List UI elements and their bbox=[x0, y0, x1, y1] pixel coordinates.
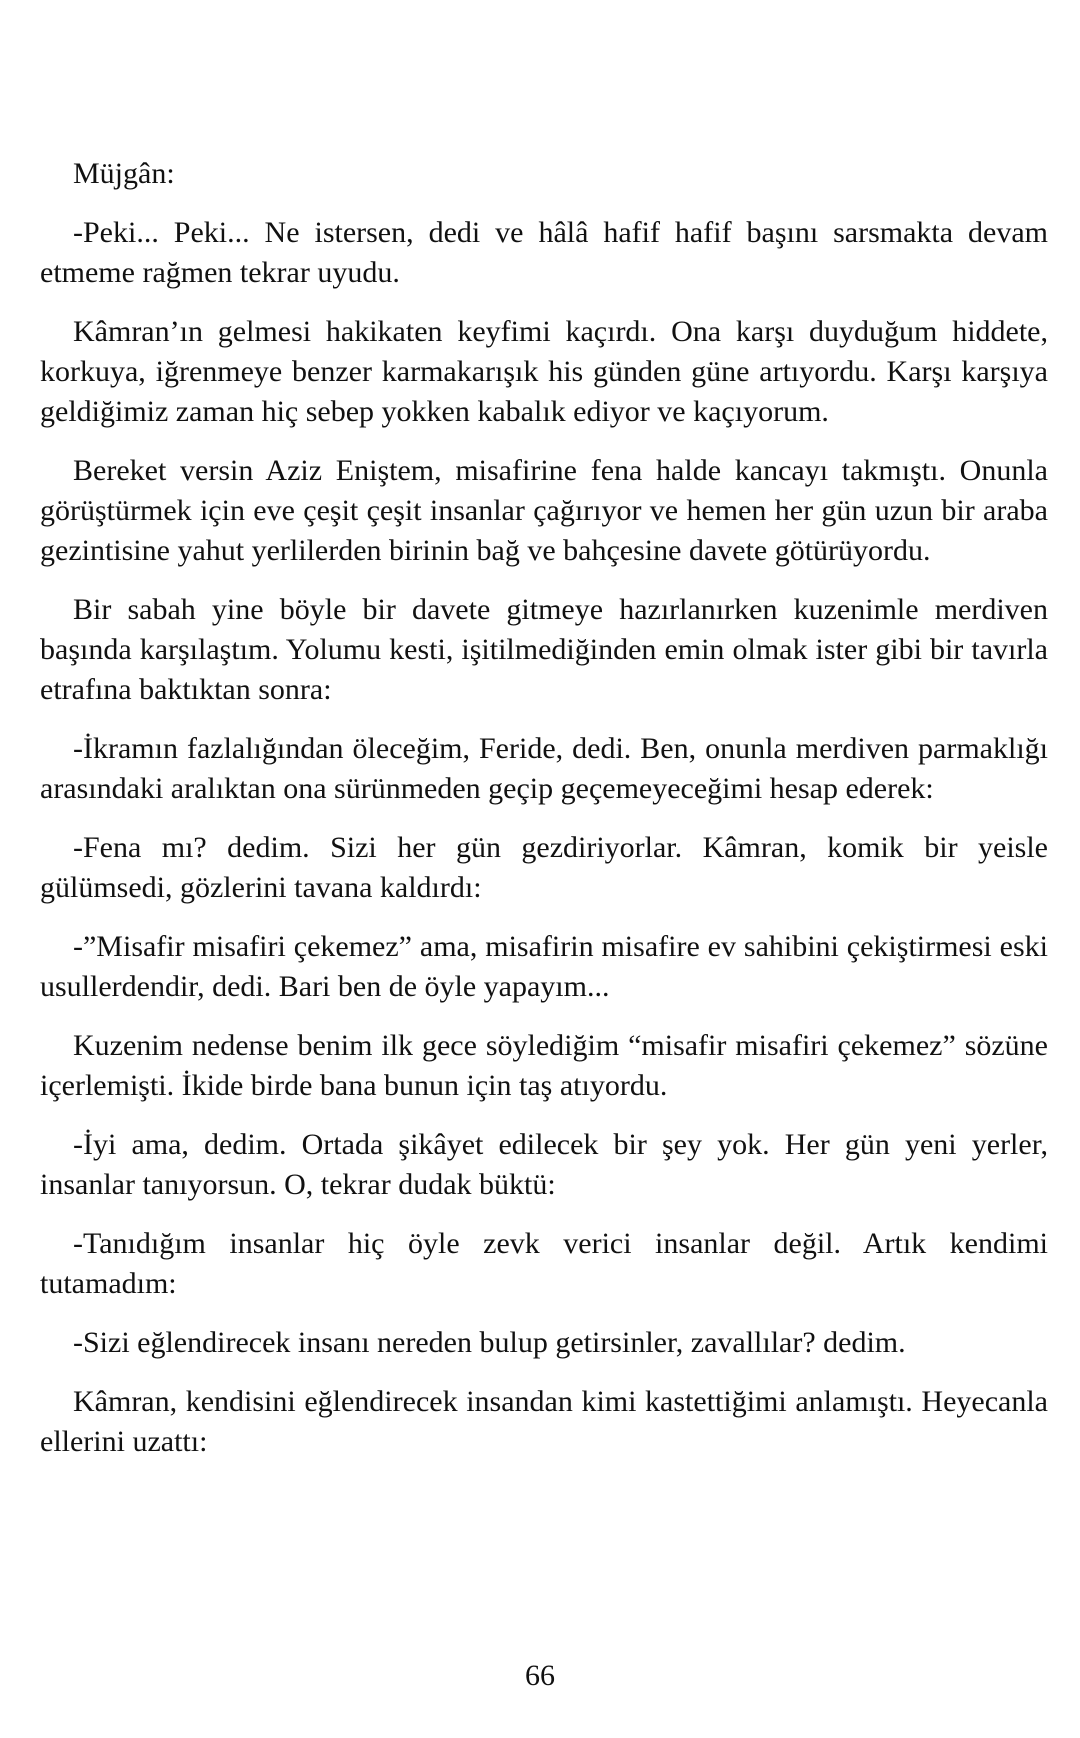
paragraph: Kuzenim nedense benim ilk gece söylediğim “misafir misafiri çekemez” sözüne içerlemişti. İkide birde bana bunun için taş atıyordu. bbox=[40, 1029, 1048, 1102]
paragraph: Bir sabah yine böyle bir davete gitmeye hazırlanırken kuzenimle merdiven başında karşılaştım. Yolumu kesti, işitilmediğinden emin olmak ister gibi bir tavırla etrafına baktıktan sonra: bbox=[40, 593, 1048, 706]
paragraph: Bereket versin Aziz Eniştem, misafirine fena halde kancayı takmıştı. Onunla görüştürmek için eve çeşit çeşit insanlar çağırıyor ve hemen her gün uzun bir araba gezintisine yahut yerlilerden birinin bağ ve bahçesine davete götürüyordu. bbox=[40, 454, 1048, 567]
paragraph: Kâmran, kendisini eğlendirecek insandan kimi kastettiğimi anlamıştı. Heyecanla ellerini uzattı: bbox=[40, 1385, 1048, 1458]
paragraph: Müjgân: bbox=[73, 157, 175, 190]
paragraph: -Peki... Peki... Ne istersen, dedi ve hâlâ hafif hafif başını sarsmakta devam etmeme rağmen tekrar uyudu. bbox=[40, 216, 1048, 289]
paragraph: -İyi ama, dedim. Ortada şikâyet edilecek bir şey yok. Her gün yeni yerler, insanlar tanıyorsun. O, tekrar dudak büktü: bbox=[40, 1128, 1048, 1201]
paragraph: Kâmran’ın gelmesi hakikaten keyfimi kaçırdı. Ona karşı duyduğum hiddete, korkuya, iğrenmeye benzer karmakarışık his günden güne artıyordu. Karşı karşıya geldiğimiz zaman hiç sebep yokken kabalık ediyor ve kaçıyorum. bbox=[40, 315, 1048, 428]
paragraph: -Tanıdığım insanlar hiç öyle zevk verici insanlar değil. Artık kendimi tutamadım: bbox=[40, 1227, 1048, 1300]
paragraph: -Fena mı? dedim. Sizi her gün gezdiriyorlar. Kâmran, komik bir yeisle gülümsedi, gözlerini tavana kaldırdı: bbox=[40, 831, 1048, 904]
paragraph: -Sizi eğlendirecek insanı nereden bulup getirsinler, zavallılar? dedim. bbox=[73, 1326, 906, 1359]
page-number: 66 bbox=[525, 1659, 555, 1692]
page-body bbox=[40, 154, 1048, 1481]
paragraph: -İkramın fazlalığından öleceğim, Feride, dedi. Ben, onunla merdiven parmaklığı arasındaki aralıktan ona sürünmeden geçip geçemeyeceğimi hesap ederek: bbox=[40, 732, 1048, 805]
paragraph: -”Misafir misafiri çekemez” ama, misafirin misafire ev sahibini çekiştirmesi eski usullerdendir, dedi. Bari ben de öyle yapayım... bbox=[40, 930, 1048, 1003]
